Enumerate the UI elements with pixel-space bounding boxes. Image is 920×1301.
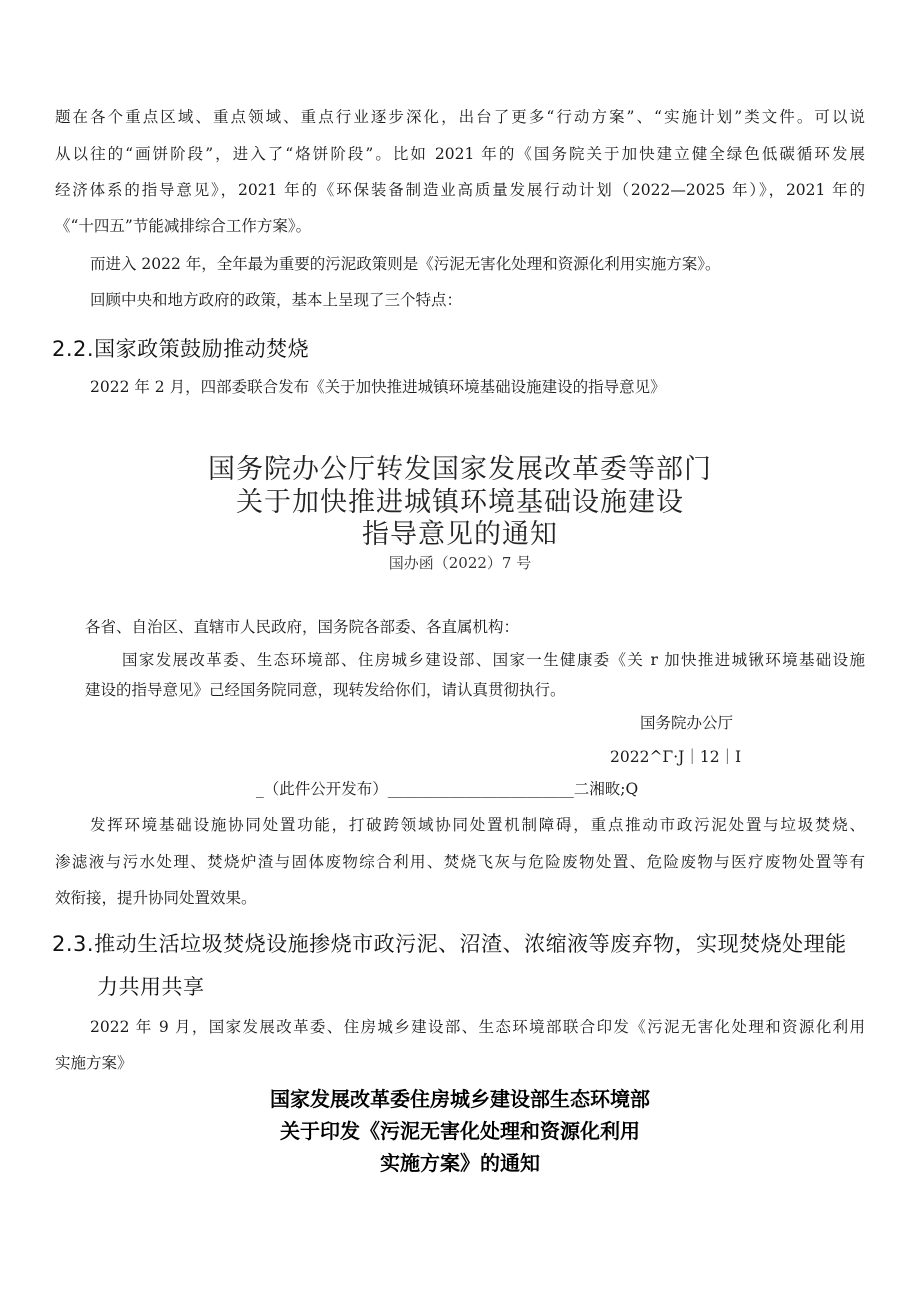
intro-line-1: 题在各个重点区域、重点领域、重点行业逐步深化，出台了更多“行动方案”、“实施计划”类文件。可以说 (55, 108, 865, 126)
section-2-3-lead-line-2: 实施方案》 (55, 1054, 133, 1072)
notice1-body-line-1: 国家发展改革委、生态环境部、住房城乡建设部、国家一生健康委《关 r 加快推进城锹环境基础设施 (122, 651, 865, 669)
coprocess-line-2: 渗滤液与污水处理、焚烧炉渣与固体废物综合利用、焚烧飞灰与危险废物处置、危险废物与医疗废物处置等有 (55, 853, 865, 871)
notice1-doc-number: 国办函（2022）7 号 (388, 554, 532, 572)
section-2-2-heading: 2.2.国家政策鼓励推动焚烧 (52, 337, 310, 361)
intro-line-4: 《“十四五”节能减排综合工作方案》。 (55, 217, 312, 235)
section-2-2-lead: 2022 年 2 月，四部委联合发布《关于加快推进城镇环境基础设施建设的指导意见》 (90, 378, 666, 396)
section-2-3-lead-line-1: 2022 年 9 月，国家发展改革委、住房城乡建设部、生态环境部联合印发《污泥无害化处理和资源化利用 (90, 1018, 865, 1036)
section-2-3-heading-line-1: 2.3.推动生活垃圾焚烧设施掺烧市政污泥、沼渣、浓缩液等废弃物，实现焚烧处理能 (52, 932, 847, 956)
notice1-salutation: 各省、自治区、直辖市人民政府，国务院各部委、各直属机构： (85, 618, 520, 636)
coprocess-line-1: 发挥环境基础设施协同处置功能，打破跨领域协同处置机制障碍，重点推动市政污泥处置与垃圾焚烧、 (90, 816, 865, 834)
notice1-title-line-1: 国务院办公厅转发国家发展改革委等部门 (208, 454, 712, 485)
intro-line-2: 从以往的“画饼阶段”，进入了“烙饼阶段”。比如 2021 年的《国务院关于加快建立健全绿色低碳循环发展 (55, 145, 865, 163)
notice2-title-line-1: 国家发展改革委住房城乡建设部生态环境部 (270, 1087, 650, 1111)
notice2-title-line-2: 关于印发《污泥无害化处理和资源化利用 (280, 1119, 640, 1143)
notice1-footer: _（此件公开发布）________________________二湘畋;Q (256, 780, 639, 798)
notice1-body-line-2: 建设的指导意见》己经国务院同意，现转发给你们，请认真贯彻执行。 (85, 681, 566, 699)
intro-line-3: 经济体系的指导意见》，2021 年的《环保装备制造业高质量发展行动计划（2022—2025 年）》，2021 年的 (55, 181, 865, 199)
notice1-date: 2022^Γ·J｜12｜I (610, 748, 742, 766)
notice2-title-line-3: 实施方案》的通知 (380, 1151, 540, 1175)
notice1-title-line-2: 关于加快推进城镇环境基础设施建设 (236, 487, 684, 518)
notice1-signer: 国务院办公厅 (640, 714, 734, 732)
notice1-title-line-3: 指导意见的通知 (362, 519, 558, 550)
intro-para-3: 回顾中央和地方政府的政策，基本上呈现了三个特点： (90, 291, 463, 309)
coprocess-line-3: 效衔接，提升协同处置效果。 (55, 889, 257, 907)
intro-para-2: 而进入 2022 年，全年最为重要的污泥政策则是《污泥无害化处理和资源化利用实施方案》。 (90, 255, 721, 273)
section-2-3-heading-line-2: 力共用共享 (97, 975, 205, 999)
